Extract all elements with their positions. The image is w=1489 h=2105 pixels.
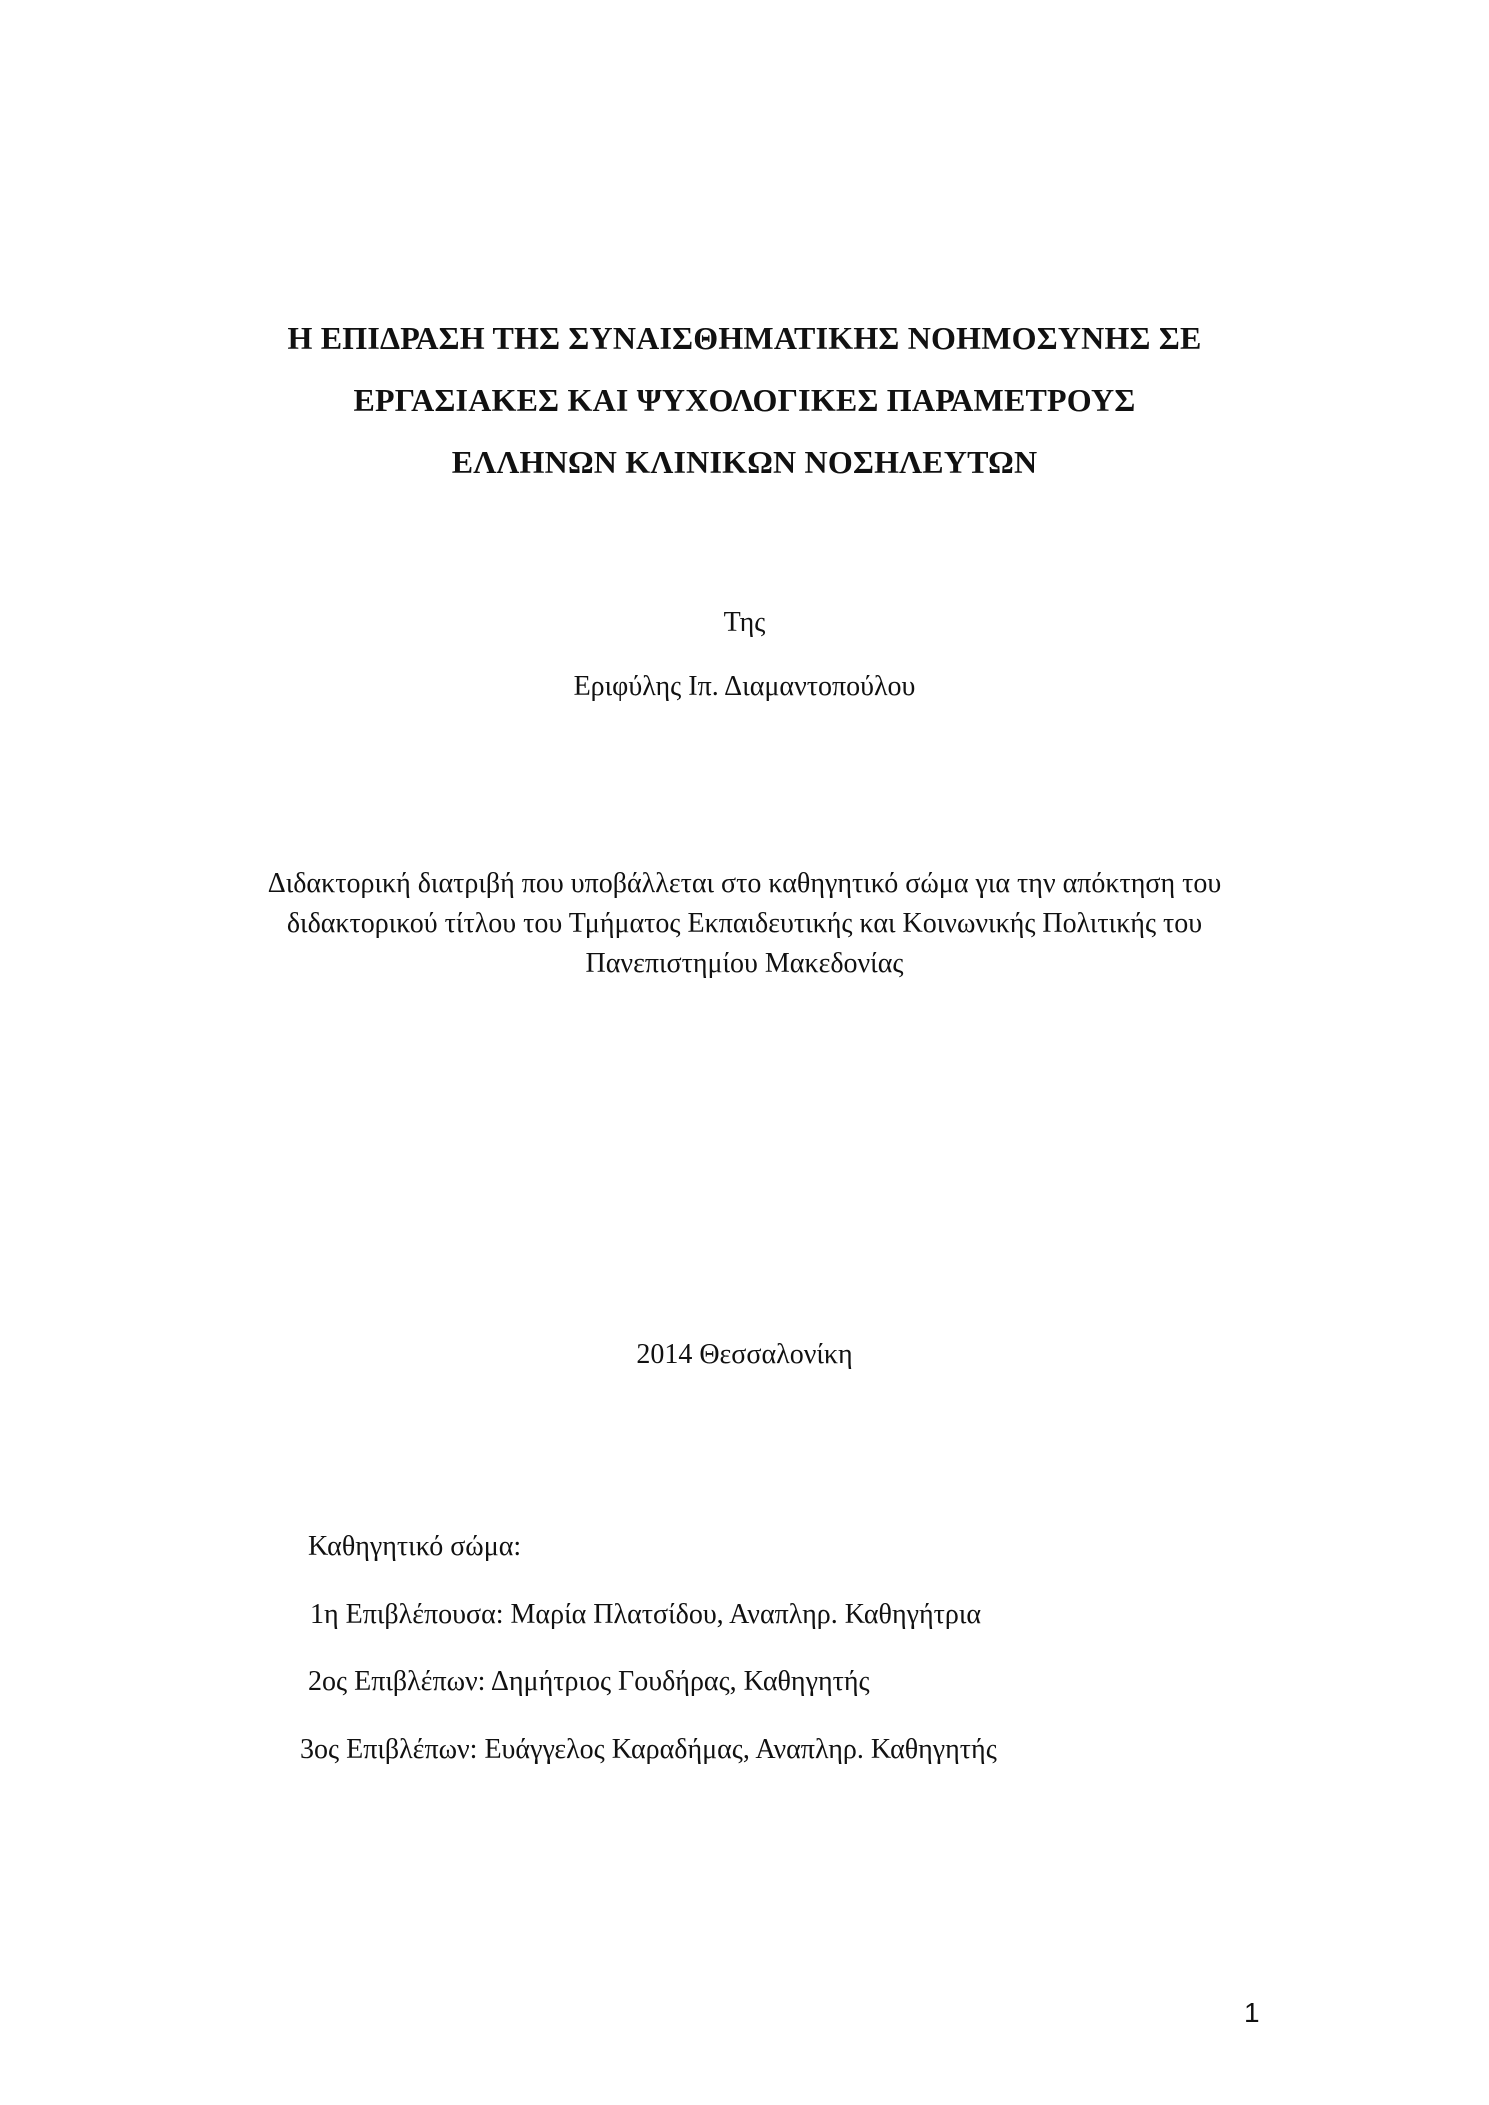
committee-member-1: 1η Επιβλέπουσα: Μαρία Πλατσίδου, Αναπληρ. Καθηγήτρια — [310, 1599, 982, 1630]
committee-member-3: 3ος Επιβλέπων: Ευάγγελος Καραδήμας, Αναπληρ. Καθηγητής — [300, 1734, 997, 1765]
title-line-2: ΕΡΓΑΣΙΑΚΕΣ ΚΑΙ ΨΥΧΟΛΟΓΙΚΕΣ ΠΑΡΑΜΕΤΡΟΥΣ — [353, 382, 1136, 418]
committee-member-2: 2ος Επιβλέπων: Δημήτριος Γουδήρας, Καθηγητής — [308, 1666, 870, 1697]
committee-heading: Καθηγητικό σώμα: — [308, 1531, 522, 1562]
thesis-description-line-1: Διδακτορική διατριβή που υποβάλλεται στο καθηγητικό σώμα για την απόκτηση του — [267, 868, 1222, 899]
thesis-description-line-3: Πανεπιστημίου Μακεδονίας — [585, 948, 904, 979]
thesis-description — [0, 864, 1489, 984]
thesis-title — [0, 318, 1489, 504]
title-line-3: ΕΛΛΗΝΩΝ ΚΛΙΝΙΚΩΝ ΝΟΣΗΛΕΥΤΩΝ — [451, 444, 1038, 480]
author-name: Εριφύλης Ιπ. Διαμαντοπούλου — [573, 671, 916, 702]
title-line-1: Η ΕΠΙΔΡΑΣΗ ΤΗΣ ΣΥΝΑΙΣΘΗΜΑΤΙΚΗΣ ΝΟΗΜΟΣΥΝΗΣ ΣΕ — [287, 320, 1202, 356]
place-year: 2014 Θεσσαλονίκη — [636, 1339, 853, 1370]
author-preposition: Της — [723, 607, 766, 638]
thesis-description-line-2: διδακτορικού τίτλου του Τμήματος Εκπαιδευτικής και Κοινωνικής Πολιτικής του — [286, 908, 1203, 939]
page-number: 1 — [1244, 1997, 1260, 2028]
